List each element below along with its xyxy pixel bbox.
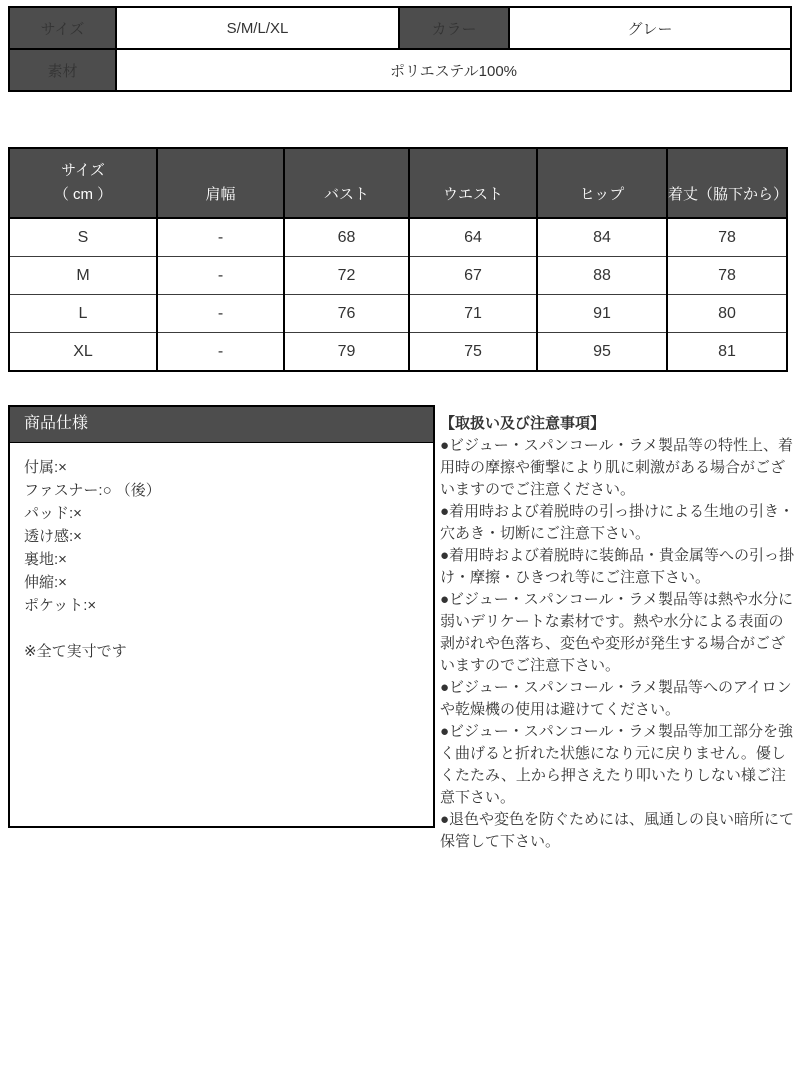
- cell-size: XL: [9, 333, 157, 372]
- cell-waist: 75: [409, 333, 537, 372]
- cell-size: M: [9, 257, 157, 295]
- cell-hip: 91: [537, 295, 667, 333]
- handling-note-item: ●着用時および着脱時に装飾品・貴金属等への引っ掛け・摩擦・ひきつれ等にご注意下さい。: [440, 547, 795, 586]
- header-shoulder: 肩幅: [157, 148, 284, 218]
- size-row-m: [9, 257, 787, 295]
- spec-item-pad: パッド:×: [24, 505, 82, 522]
- cell-shoulder: -: [157, 218, 284, 257]
- header-size-line1: サイズ: [61, 162, 105, 179]
- header-length: 着丈（脇下から）: [667, 148, 787, 218]
- cell-length: 78: [667, 257, 787, 295]
- color-value-cell: グレー: [509, 7, 791, 49]
- handling-notes-title: 【取扱い及び注意事項】: [440, 415, 606, 432]
- cell-size: L: [9, 295, 157, 333]
- spec-item-lining: 裏地:×: [24, 551, 67, 568]
- spec-item-pocket: ポケット:×: [24, 597, 97, 614]
- header-hip: ヒップ: [537, 148, 667, 218]
- header-size-line2: （ cm ）: [53, 186, 113, 203]
- handling-note-item: ●ビジュー・スパンコール・ラメ製品等へのアイロンや乾燥機の使用は避けてください。: [440, 679, 792, 718]
- handling-notes: [440, 413, 797, 853]
- spec-measurement-note: ※全て実寸です: [24, 643, 127, 660]
- handling-note-item: ●ビジュー・スパンコール・ラメ製品等は熱や水分に弱いデリケートな素材です。熱や水分による表面の剥がれや色落ち、変色や変形が発生する場合がございますのでご注意下さい。: [440, 591, 794, 674]
- cell-bust: 72: [284, 257, 409, 295]
- product-spec-box: [8, 405, 435, 828]
- size-label-cell: サイズ: [9, 7, 116, 49]
- cell-size: S: [9, 218, 157, 257]
- cell-shoulder: -: [157, 333, 284, 372]
- cell-waist: 64: [409, 218, 537, 257]
- material-label-cell: 素材: [9, 49, 116, 91]
- color-label-cell: カラー: [399, 7, 509, 49]
- spec-box-body: [10, 443, 433, 676]
- cell-hip: 95: [537, 333, 667, 372]
- size-chart-header-row: [9, 148, 787, 218]
- handling-note-item: ●退色や変色を防ぐためには、風通しの良い暗所にて保管して下さい。: [440, 811, 795, 850]
- spec-item-accessories: 付属:×: [24, 459, 67, 476]
- material-value-cell: ポリエステル100%: [116, 49, 791, 91]
- cell-waist: 71: [409, 295, 537, 333]
- spec-item-fastener: ファスナー:○ （後）: [24, 482, 161, 499]
- cell-hip: 84: [537, 218, 667, 257]
- header-waist: ウエスト: [409, 148, 537, 218]
- product-info-table: [8, 6, 792, 92]
- cell-length: 78: [667, 218, 787, 257]
- size-row-s: [9, 218, 787, 257]
- size-chart-table: [8, 147, 788, 372]
- cell-hip: 88: [537, 257, 667, 295]
- cell-bust: 79: [284, 333, 409, 372]
- info-row-size-color: [9, 7, 791, 49]
- size-row-xl: [9, 333, 787, 372]
- spec-item-sheerness: 透け感:×: [24, 528, 82, 545]
- cell-shoulder: -: [157, 295, 284, 333]
- cell-shoulder: -: [157, 257, 284, 295]
- cell-bust: 68: [284, 218, 409, 257]
- size-value-cell: S/M/L/XL: [116, 7, 399, 49]
- info-row-material: [9, 49, 791, 91]
- spec-blank-line: [24, 617, 419, 640]
- cell-length: 80: [667, 295, 787, 333]
- spec-item-stretch: 伸縮:×: [24, 574, 67, 591]
- cell-waist: 67: [409, 257, 537, 295]
- size-row-l: [9, 295, 787, 333]
- header-bust: バスト: [284, 148, 409, 218]
- handling-note-item: ●ビジュー・スパンコール・ラメ製品等加工部分を強く曲げると折れた状態になり元に戻りません。優しくたたみ、上から押さえたり叩いたりしない様ご注意下さい。: [440, 723, 794, 806]
- cell-length: 81: [667, 333, 787, 372]
- spec-box-title: 商品仕様: [10, 407, 433, 443]
- handling-note-item: ●ビジュー・スパンコール・ラメ製品等の特性上、着用時の摩擦や衝撃により肌に刺激がある場合がございますのでご注意ください。: [440, 437, 794, 498]
- cell-bust: 76: [284, 295, 409, 333]
- header-size-cm: [9, 148, 157, 218]
- handling-note-item: ●着用時および着脱時の引っ掛けによる生地の引き・穴あき・切断にご注意下さい。: [440, 503, 795, 542]
